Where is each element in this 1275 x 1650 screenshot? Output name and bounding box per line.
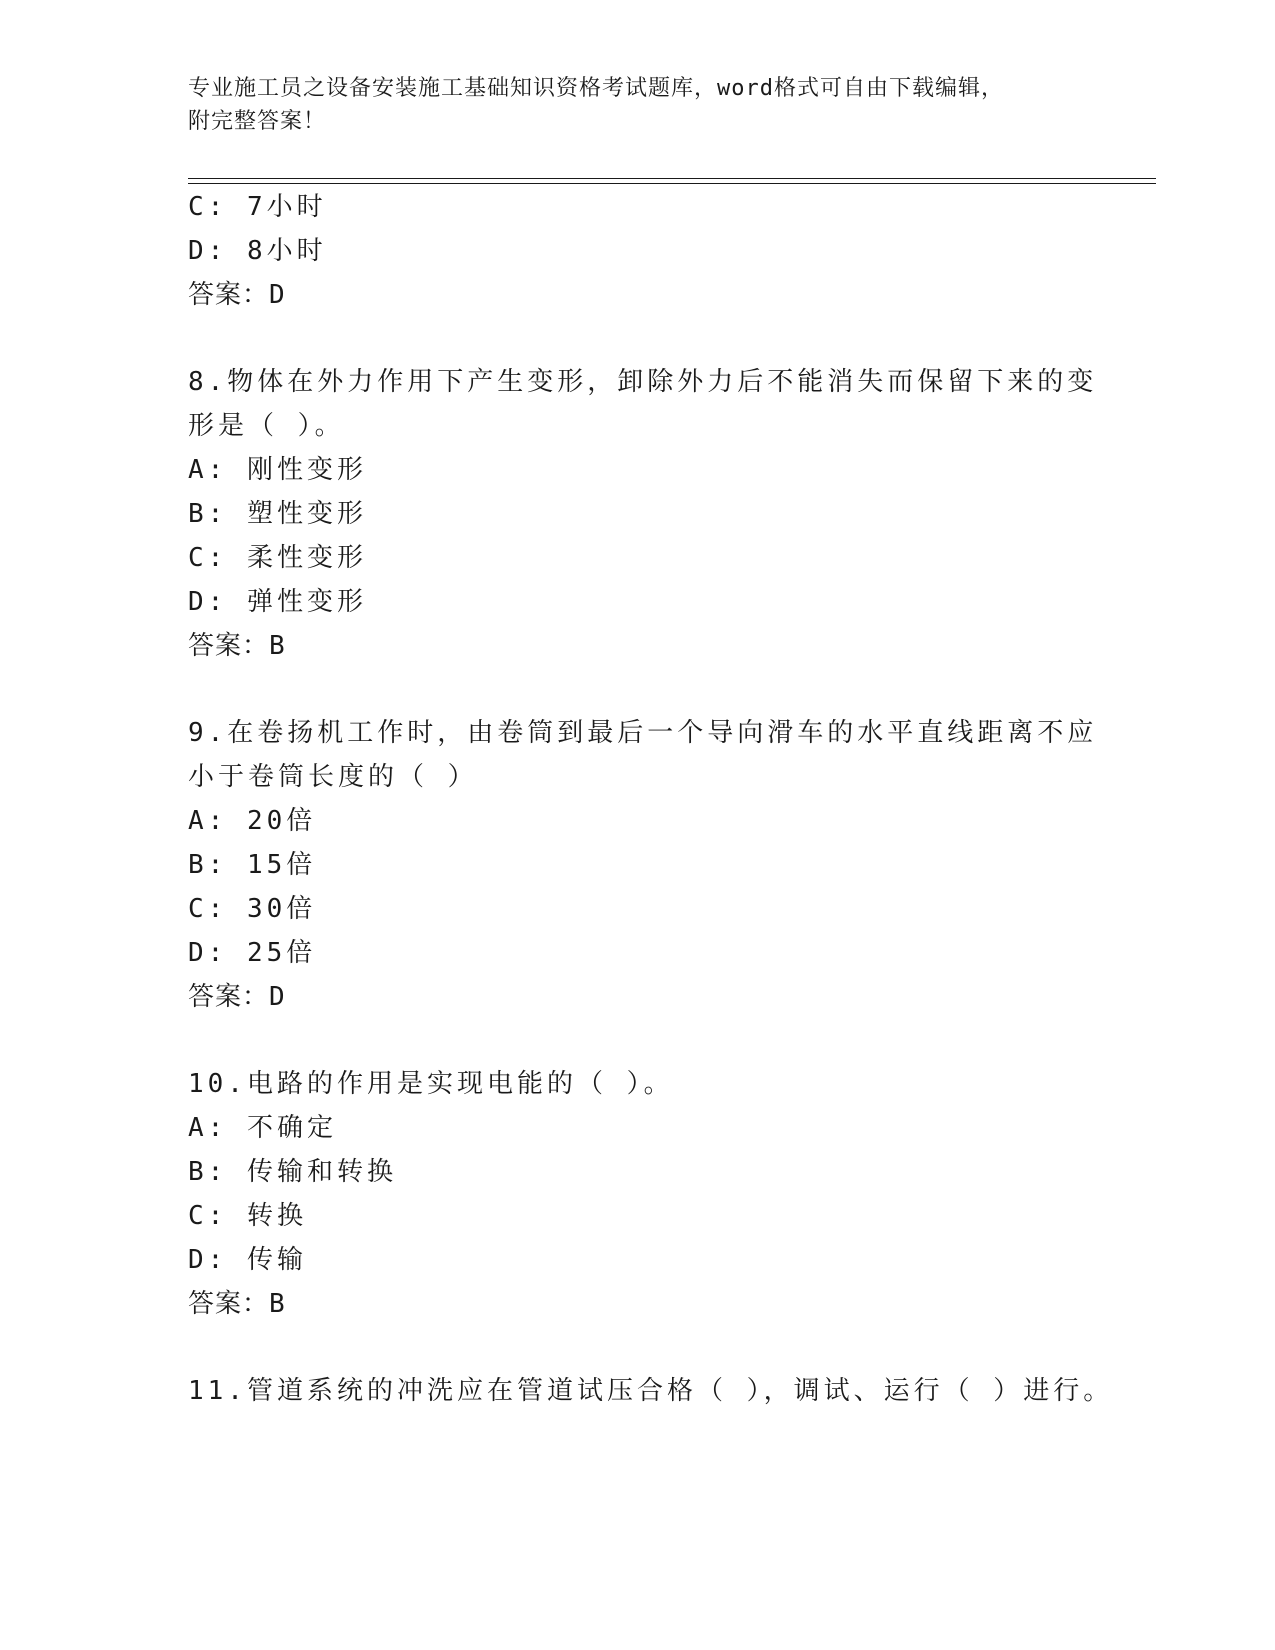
option-line: D: 8小时	[188, 236, 327, 266]
option-line: D: 弹性变形	[188, 587, 367, 617]
header-line-1: 专业施工员之设备安装施工基础知识资格考试题库，word格式可自由下载编辑，	[188, 76, 1004, 101]
answer-line: 答案：B	[188, 1289, 286, 1319]
option-line: D: 传输	[188, 1245, 307, 1275]
question-line: 10.电路的作用是实现电能的（ ）。	[188, 1069, 674, 1099]
answer-line: 答案：D	[188, 982, 286, 1012]
question-line: 8.物体在外力作用下产生变形，卸除外力后不能消失而保留下来的变	[188, 367, 1098, 397]
header-divider-bottom	[188, 183, 1156, 184]
question-line: 小于卷筒长度的（ ）	[188, 762, 478, 792]
option-line: C: 7小时	[188, 192, 327, 222]
option-line: C: 30倍	[188, 894, 317, 924]
option-line: B: 塑性变形	[188, 499, 367, 529]
option-line: A: 不确定	[188, 1113, 337, 1143]
question-line: 形是（ ）。	[188, 411, 345, 441]
header-line-2: 附完整答案！	[188, 109, 327, 134]
option-line: D: 25倍	[188, 938, 317, 968]
option-line: C: 转换	[188, 1201, 307, 1231]
option-line: A: 刚性变形	[188, 455, 367, 485]
option-line: B: 15倍	[188, 850, 317, 880]
answer-line: 答案：D	[188, 280, 286, 310]
option-line: C: 柔性变形	[188, 543, 367, 573]
document-header	[188, 72, 1068, 138]
question-line: 9.在卷扬机工作时，由卷筒到最后一个导向滑车的水平直线距离不应	[188, 718, 1098, 748]
header-divider-top	[188, 178, 1156, 179]
question-line: 11.管道系统的冲洗应在管道试压合格（ ），调试、运行（ ）进行。	[188, 1376, 1114, 1406]
answer-line: 答案：B	[188, 631, 286, 661]
option-line: A: 20倍	[188, 806, 317, 836]
option-line: B: 传输和转换	[188, 1157, 397, 1187]
